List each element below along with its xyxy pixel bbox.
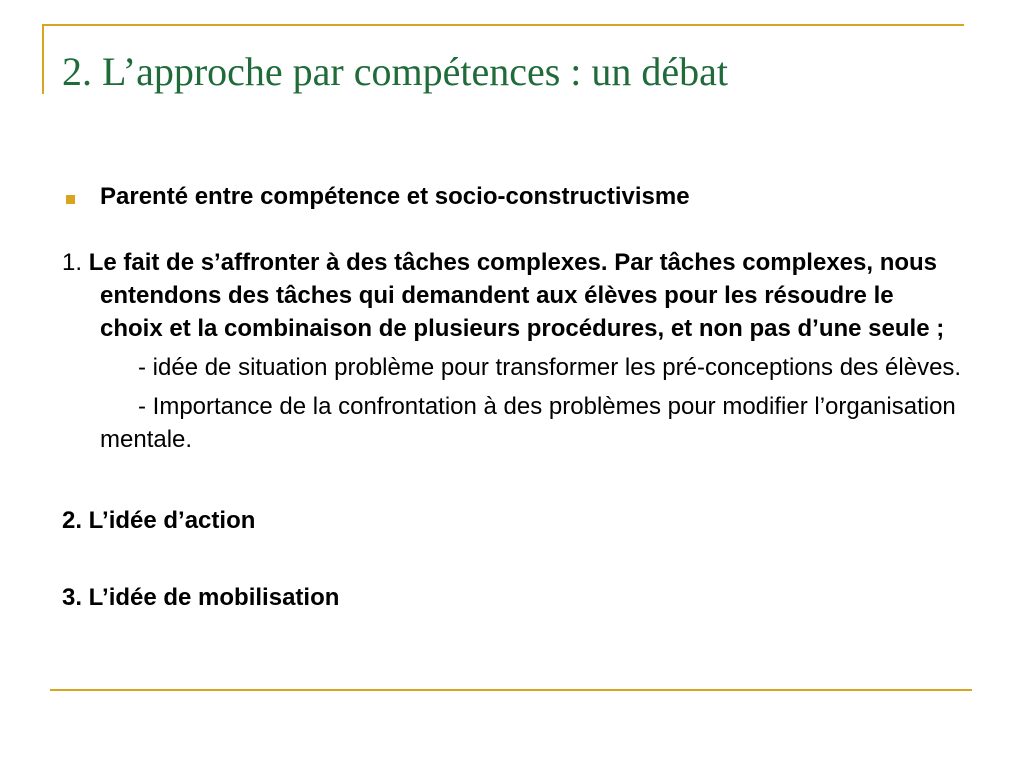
square-bullet-icon xyxy=(66,195,75,204)
point-1-sub-2: - Importance de la confrontation à des problèmes pour modifier l’organisation mentale. xyxy=(100,393,956,453)
slide-content xyxy=(62,180,962,614)
slide-title: 2. L’approche par compétences : un débat xyxy=(62,49,729,94)
bullet-text: Parenté entre compétence et socio-constructivisme xyxy=(100,183,690,210)
point-1-text: Le fait de s’affronter à des tâches complexes. Par tâches complexes, nous entendons des tâches qui demandent aux élèves pour les résoudre le choix et la combinaison de plusieurs procédures, et non pas d’une seule ; xyxy=(88,249,945,342)
point-1-number: 1. xyxy=(62,249,83,276)
point-1 xyxy=(62,246,962,345)
point-1-sub-1: - idée de situation problème pour transformer les pré-conceptions des élèves. xyxy=(138,354,962,381)
title-frame-top-line xyxy=(42,24,964,26)
bottom-rule xyxy=(50,689,972,691)
point-3: 3. L’idée de mobilisation xyxy=(62,584,340,611)
title-frame-left-line xyxy=(42,24,44,94)
point-2: 2. L’idée d’action xyxy=(62,507,256,534)
bullet-item xyxy=(62,180,962,213)
